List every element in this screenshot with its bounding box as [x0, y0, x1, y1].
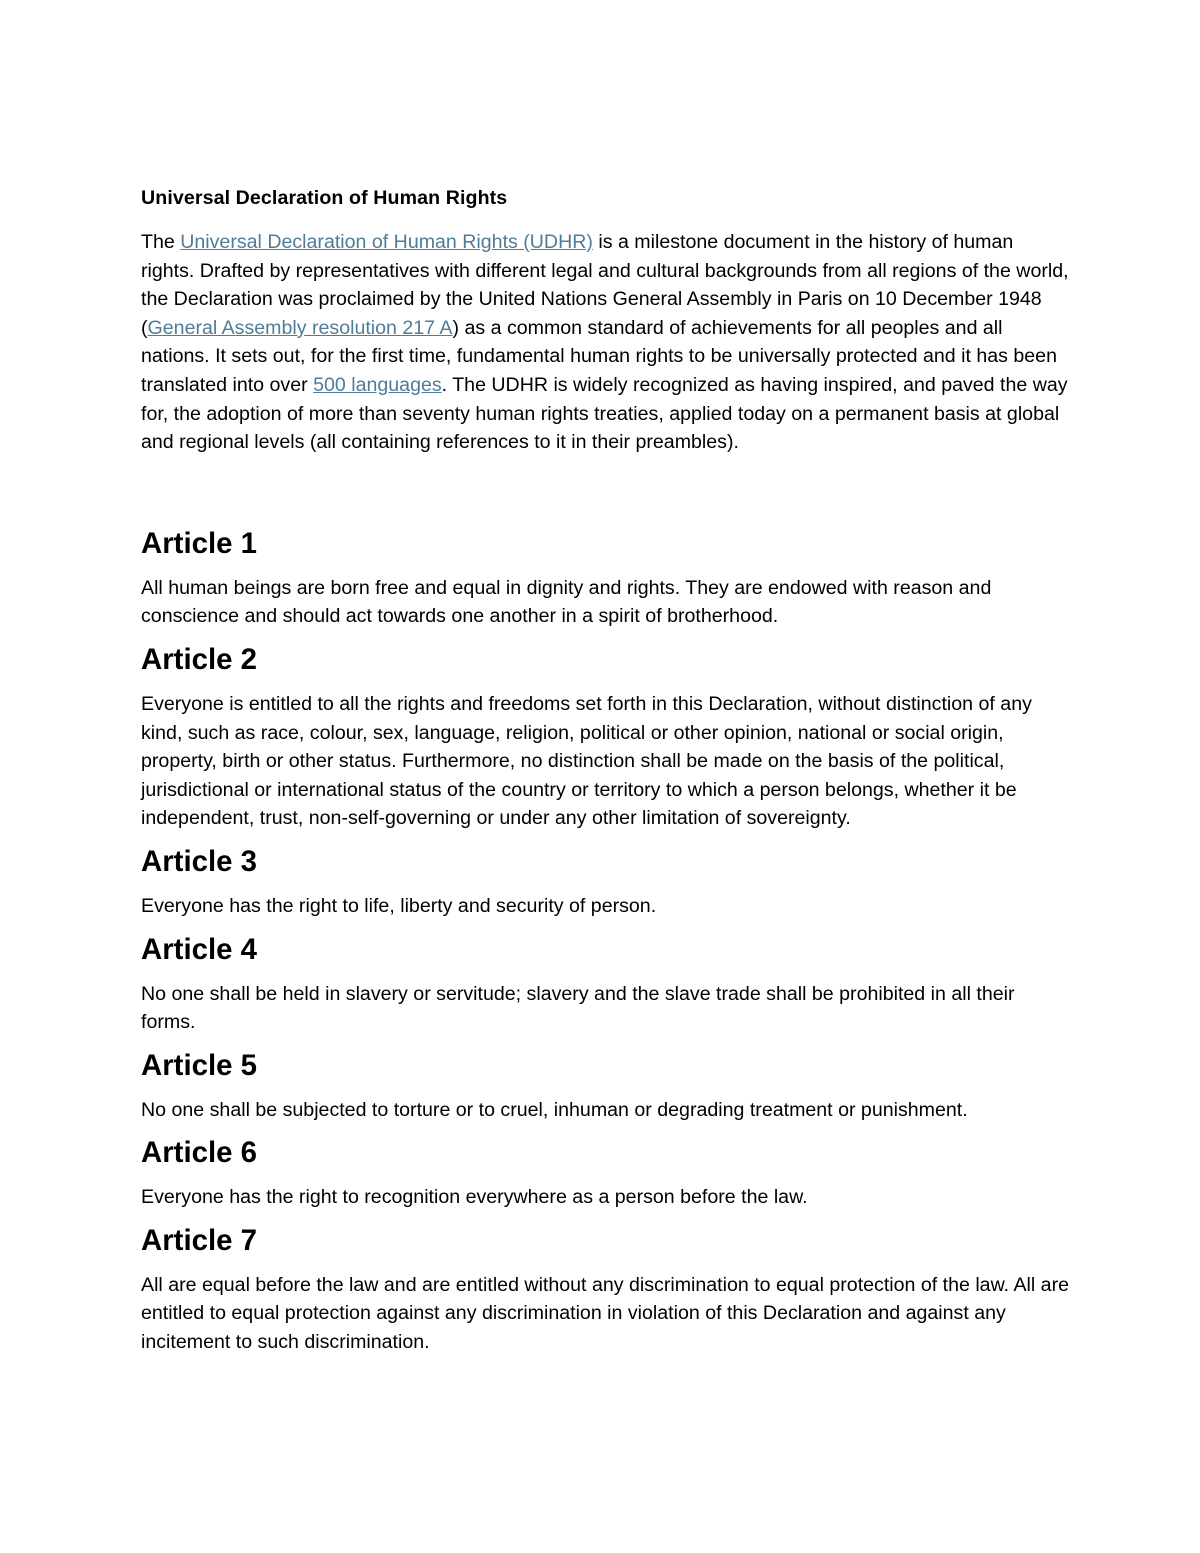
intro-text: ) as a common standard of achievements for all peoples and all nations. It sets out, for the first time, fundamental human rights to be universally protected and it has been translated into over	[141, 316, 1057, 396]
article-heading: Article 2	[141, 642, 257, 676]
article-text: All are equal before the law and are entitled without any discrimination to equal protection of the law. All are entitled to equal protection against any discrimination in violation of this Declaration and against any incitement to such discrimination.	[141, 1273, 1069, 1354]
document-body	[141, 184, 1071, 1357]
article-heading: Article 3	[141, 844, 257, 878]
article-7	[141, 1223, 1071, 1357]
article-5	[141, 1048, 1071, 1125]
article-heading: Article 6	[141, 1136, 257, 1170]
intro-text: . The UDHR is widely recognized as having inspired, and paved the way for, the adoption of more than seventy human rights treaties, applied today on a permanent basis at global and regional levels (all containing references to it in their preambles).	[141, 373, 1068, 454]
article-text: No one shall be subjected to torture or to cruel, inhuman or degrading treatment or punishment.	[141, 1098, 968, 1121]
article-6	[141, 1136, 1071, 1212]
resolution-link[interactable]: General Assembly resolution 217 A	[147, 316, 453, 339]
article-text: Everyone is entitled to all the rights and freedoms set forth in this Declaration, without distinction of any kind, such as race, colour, sex, language, religion, political or other opinion, national or social origin, property, birth or other status. Furthermore, no distinction shall be made on the basis of the political, jurisdictional or international status of the country or territory to which a person belongs, whether it be independent, trust, non-self-governing or under any other limitation of sovereignty.	[141, 692, 1032, 830]
article-heading: Article 7	[141, 1223, 257, 1257]
languages-link[interactable]: 500 languages	[313, 373, 442, 396]
udhr-link[interactable]: Universal Declaration of Human Rights (UDHR)	[180, 231, 593, 253]
intro-text: The	[141, 231, 181, 253]
article-text: Everyone has the right to recognition everywhere as a person before the law.	[141, 1186, 808, 1209]
article-heading: Article 5	[141, 1048, 257, 1082]
article-text: Everyone has the right to life, liberty and security of person.	[141, 894, 657, 917]
article-text: All human beings are born free and equal in dignity and rights. They are endowed with reason and conscience and should act towards one another in a spirit of brotherhood.	[141, 576, 992, 628]
article-4	[141, 932, 1071, 1037]
article-2	[141, 642, 1071, 833]
document-title: Universal Declaration of Human Rights	[141, 187, 508, 209]
section-spacer	[141, 457, 1071, 530]
article-3	[141, 844, 1071, 921]
article-1	[141, 526, 1071, 631]
article-heading: Article 1	[141, 526, 257, 560]
intro-text: is a milestone document in the history of human rights. Drafted by representatives with different legal and cultural backgrounds from all regions of the world, the Declaration was proclaimed by the United Nations General Assembly in Paris on 10 December 1948 (	[141, 231, 1069, 339]
article-heading: Article 4	[141, 932, 257, 966]
intro-paragraph	[141, 228, 1071, 457]
article-text: No one shall be held in slavery or servitude; slavery and the slave trade shall be prohibited in all their forms.	[141, 982, 1015, 1034]
